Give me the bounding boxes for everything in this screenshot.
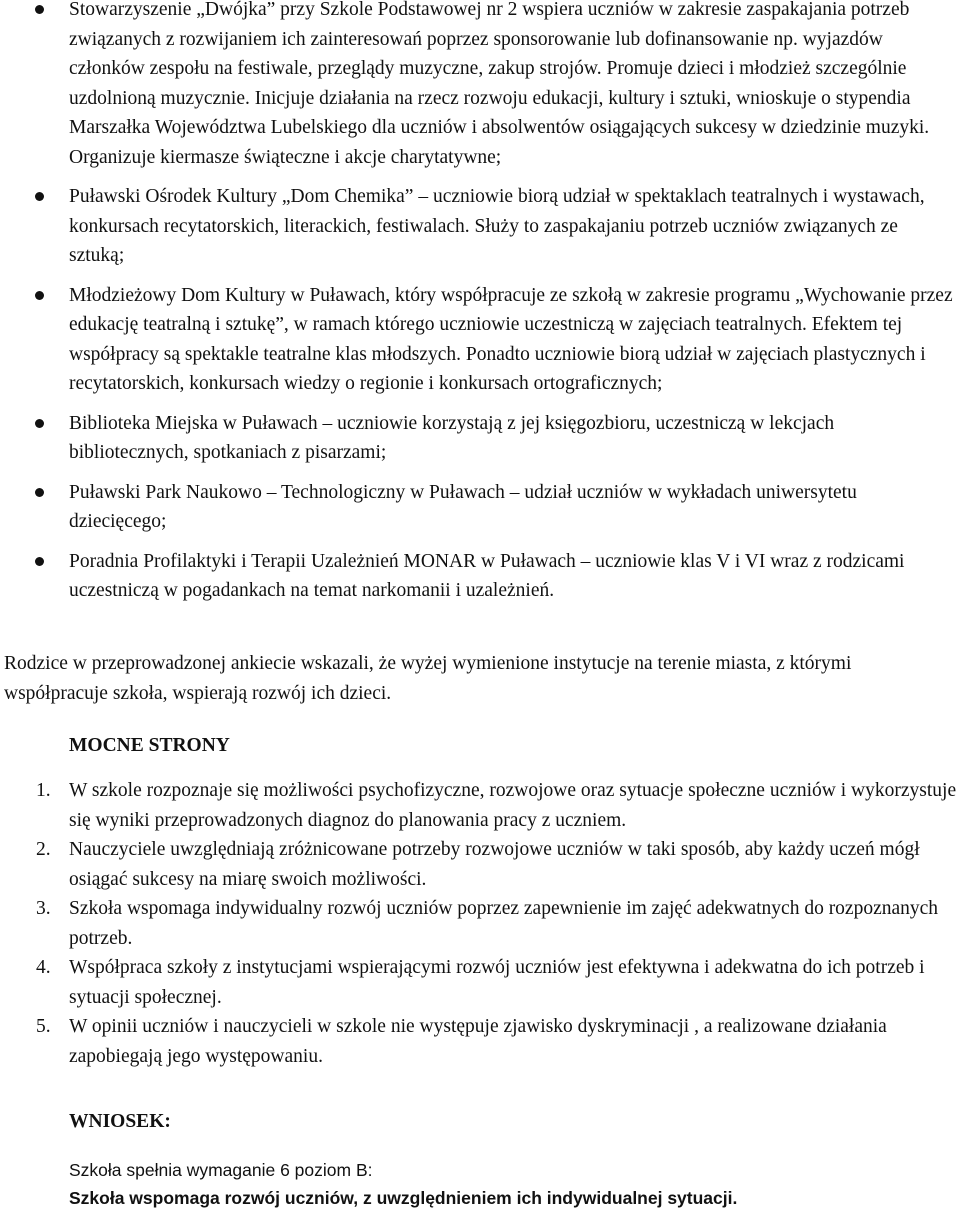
list-item: [0, 0, 958, 172]
list-item: [0, 835, 958, 894]
strengths-heading: MOCNE STRONY: [69, 735, 230, 756]
list-item: [0, 776, 958, 835]
list-item-text: Puławski Park Naukowo – Technologiczny w Puławach – udział uczniów w wykładach uniwersytetu dziecięcego;: [69, 481, 857, 532]
list-item-text: Poradnia Profilaktyki i Terapii Uzależnień MONAR w Puławach – uczniowie klas V i VI wraz z rodzicami uczestniczą w pogadankach na temat narkomanii i uzależnień.: [69, 550, 905, 601]
bullet-icon: [35, 5, 44, 14]
list-item-text: Współpraca szkoły z instytucjami wspierającymi rozwój uczniów jest efektywna i adekwatna do ich potrzeb i sytuacji społecznej.: [69, 957, 925, 1008]
list-item: [0, 547, 958, 606]
item-number: 1.: [36, 780, 51, 801]
bullet-icon: [35, 488, 44, 497]
parents-survey-paragraph: Rodzice w przeprowadzonej ankiecie wskazali, że wyżej wymienione instytucje na terenie miasta, z którymi współpracuje szkoła, wspierają rozwój ich dzieci.: [4, 653, 852, 704]
list-item-text: Szkoła wspomaga indywidualny rozwój uczniów poprzez zapewnienie im zajęć adekwatnych do rozpoznanych potrzeb.: [69, 898, 939, 949]
list-item-text: W opinii uczniów i nauczycieli w szkole nie występuje zjawisko dyskryminacji , a realizowane działania zapobiegają jego występowaniu.: [69, 1016, 887, 1067]
bullet-icon: [35, 192, 44, 201]
list-item: [0, 478, 958, 537]
conclusion-heading: WNIOSEK:: [69, 1111, 171, 1132]
list-item: [0, 409, 958, 468]
list-item: [0, 953, 958, 1012]
bullet-icon: [35, 419, 44, 428]
list-item-text: Biblioteka Miejska w Puławach – uczniowie korzystają z jej księgozbioru, uczestniczą w lekcjach bibliotecznych, spotkaniach z pisarzami;: [69, 412, 835, 463]
item-number: 2.: [36, 839, 51, 860]
list-item-text: Stowarzyszenie „Dwójka” przy Szkole Podstawowej nr 2 wspiera uczniów w zakresie zaspakajania potrzeb związanych z rozwijaniem ich zainteresowań poprzez sponsorowanie lub dofinansowanie np. wyjazdów członków zespołu na festiwale, przeglądy muzyczne, zakup strojów. Promuje dzieci i młodzież szczególnie uzdolnioną muzycznie. Inicjuje działania na rzecz rozwoju edukacji, kultury i sztuki, wnioskuje o stypendia Marszałka Województwa Lubelskiego dla uczniów i absolwentów osiągających sukcesy w dziedzinie muzyki. Organizuje kiermasze świąteczne i akcje charytatywne;: [69, 0, 930, 168]
item-number: 3.: [36, 898, 51, 919]
item-number: 4.: [36, 957, 51, 978]
item-number: 5.: [36, 1016, 51, 1037]
requirement-line: Szkoła spełnia wymaganie 6 poziom B:: [69, 1160, 373, 1180]
list-item: [0, 182, 958, 271]
list-item: [0, 1012, 958, 1071]
list-item-text: Młodzieżowy Dom Kultury w Puławach, który współpracuje ze szkołą w zakresie programu „Wychowanie przez edukację teatralną i sztukę”, w ramach którego uczniowie uczestniczą w zajęciach teatralnych. Efektem tej współpracy są spektakle teatralne klas młodszych. Ponadto uczniowie biorą udział w zajęciach plastycznych i recytatorskich, konkursach wiedzy o regionie i konkursach ortograficznych;: [69, 284, 953, 394]
strengths-numbered-list: [0, 776, 958, 1071]
conclusion-statement: Szkoła wspomaga rozwój uczniów, z uwzględnieniem ich indywidualnej sytuacji.: [69, 1188, 738, 1208]
list-item: [0, 281, 958, 399]
list-item-text: Nauczyciele uwzględniają zróżnicowane potrzeby rozwojowe uczniów w taki sposób, aby każdy uczeń mógł osiągać sukcesy na miarę swoich możliwości.: [69, 839, 920, 890]
bullet-icon: [35, 291, 44, 300]
list-item: [0, 894, 958, 953]
bullet-icon: [35, 557, 44, 566]
list-item-text: W szkole rozpoznaje się możliwości psychofizyczne, rozwojowe oraz sytuacje społeczne uczniów i wykorzystuje się wyniki przeprowadzonych diagnoz do planowania pracy z uczniem.: [69, 780, 957, 831]
list-item-text: Puławski Ośrodek Kultury „Dom Chemika” – uczniowie biorą udział w spektaklach teatralnych i wystawach, konkursach recytatorskich, literackich, festiwalach. Służy to zaspakajaniu potrzeb uczniów związanych ze sztuką;: [69, 186, 925, 266]
